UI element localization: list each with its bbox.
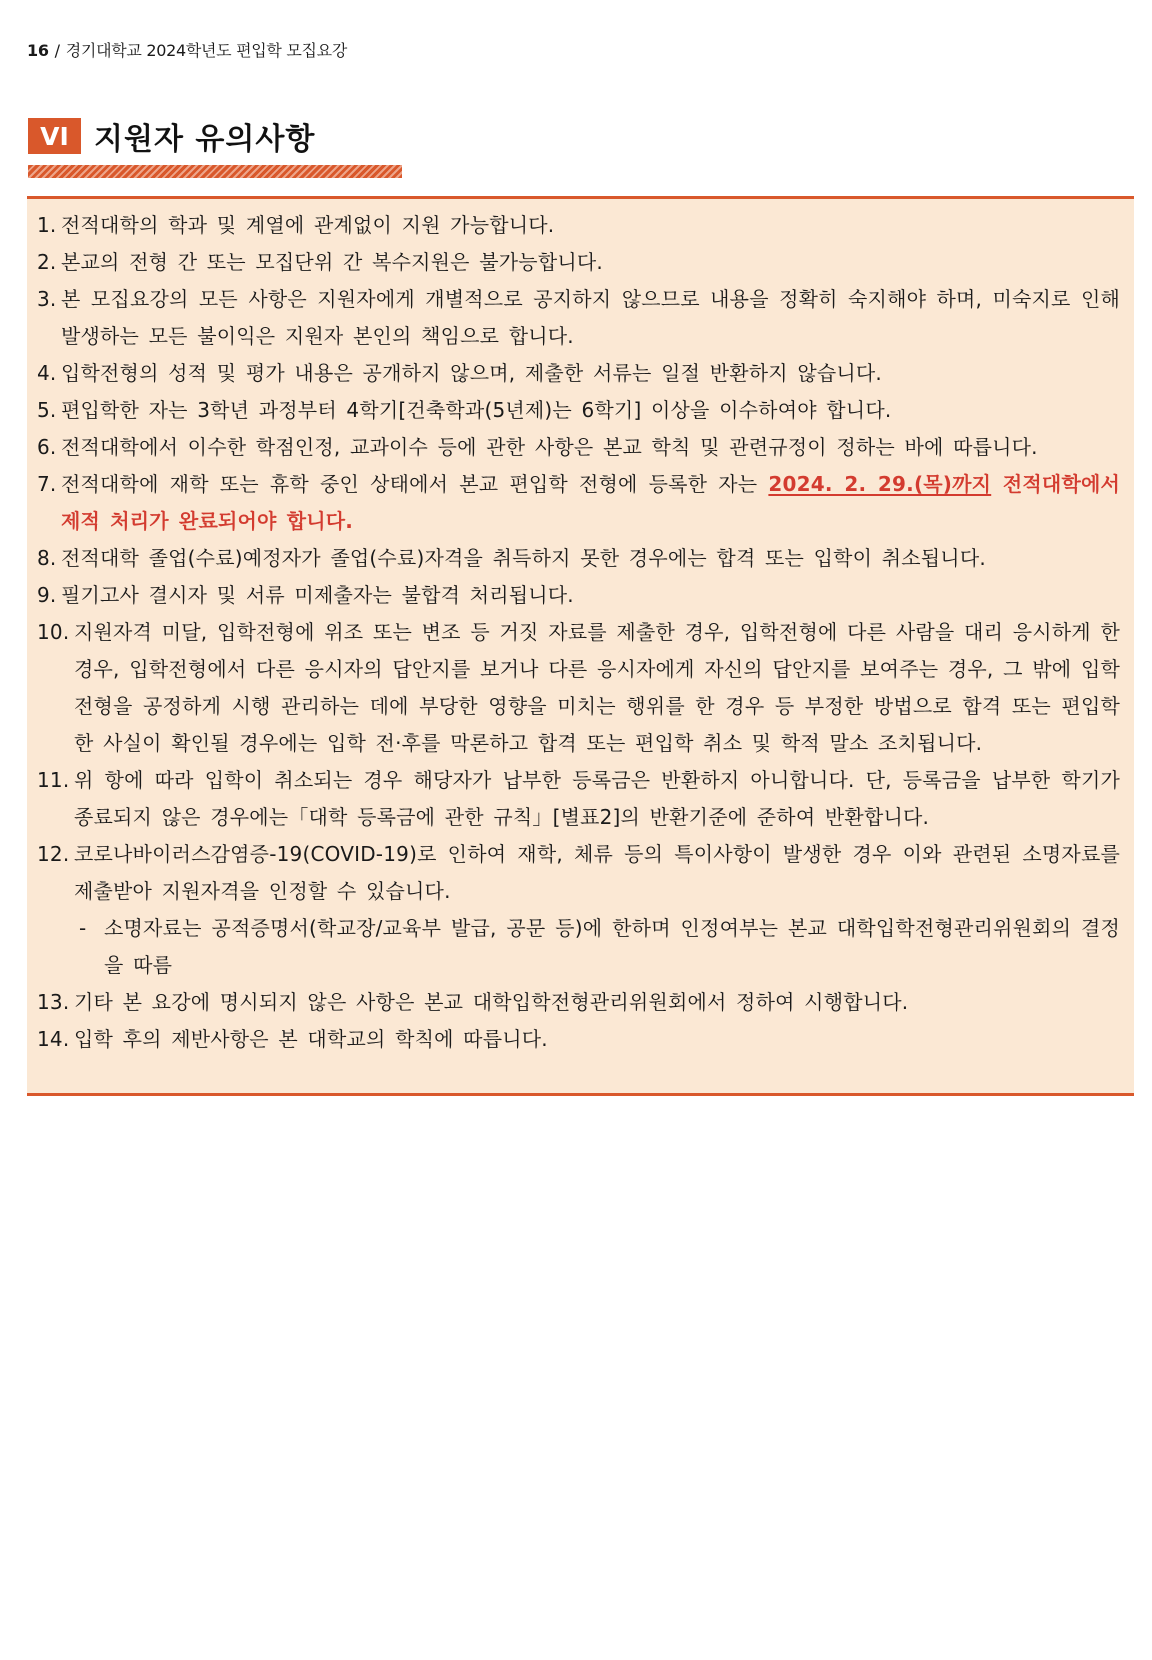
item-text: 지원자격 미달, 입학전형에 위조 또는 변조 등 거짓 자료를 제출한 경우, 입학전형에 다른 사람을 대리 응시하게 한 경우, 입학전형에서 다른 응시자의 답안지를 보거나 다른 응시자에게 자신의 답안지를 보여주는 경우, 그 밖에 입학전형을 공정하게 시행 관리하는 데에 부당한 영향을 미치는 행위를 한 경우 등 부정한 방법으로 합격 또는 편입학한 사실이 확인될 경우에는 입학 전·후를 막론하고 합격 또는 편입학 취소 및 학적 말소 조치됩니다.	[74, 620, 1120, 755]
item-number: 14.	[37, 1027, 70, 1051]
item-number: 3.	[37, 287, 57, 311]
item-text: 전적대학에 재학 또는 휴학 중인 상태에서 본교 편입학 전형에 등록한 자는	[61, 472, 769, 496]
deadline-requirement: 전적대학에서 제적 처리가 완료되어야 합니다.	[61, 472, 1120, 533]
item-number: 6.	[37, 435, 57, 459]
document-title: 경기대학교 2024학년도 편입학 모집요강	[65, 41, 347, 60]
sub-note-dash: -	[79, 916, 87, 940]
notice-item-1	[37, 207, 1120, 244]
item-number: 7.	[37, 472, 57, 496]
notice-item-13	[37, 984, 1120, 1021]
item-number: 9.	[37, 583, 57, 607]
notice-item-4	[37, 355, 1120, 392]
item-text: 전적대학의 학과 및 계열에 관계없이 지원 가능합니다.	[61, 213, 555, 237]
item-text: 전적대학 졸업(수료)예정자가 졸업(수료)자격을 취득하지 못한 경우에는 합격 또는 입학이 취소됩니다.	[61, 546, 986, 570]
item-text: 본교의 전형 간 또는 모집단위 간 복수지원은 불가능합니다.	[61, 250, 603, 274]
item-number: 10.	[37, 620, 70, 644]
running-header	[27, 38, 347, 61]
item-number: 5.	[37, 398, 57, 422]
notice-item-10	[37, 614, 1120, 762]
notice-item-5	[37, 392, 1120, 429]
item-number: 13.	[37, 990, 70, 1014]
notice-item-7	[37, 466, 1120, 540]
item-text: 전적대학에서 이수한 학점인정, 교과이수 등에 관한 사항은 본교 학칙 및 관련규정이 정하는 바에 따릅니다.	[61, 435, 1038, 459]
notice-list	[37, 207, 1120, 1058]
section-heading: 지원자 유의사항	[94, 122, 316, 157]
notice-item-6	[37, 429, 1120, 466]
item-number: 8.	[37, 546, 57, 570]
notice-item-2	[37, 244, 1120, 281]
title-underline-stripe	[28, 165, 402, 178]
deadline-date: 2024. 2. 29.(목)까지	[768, 472, 992, 496]
notice-item-8	[37, 540, 1120, 577]
sub-note-text: 소명자료는 공적증명서(학교장/교육부 발급, 공문 등)에 한하며 인정여부는 본교 대학입학전형관리위원회의 결정을 따름	[104, 916, 1120, 977]
item-number: 11.	[37, 768, 70, 792]
item-text: 편입학한 자는 3학년 과정부터 4학기[건축학과(5년제)는 6학기] 이상을 이수하여야 합니다.	[61, 398, 892, 422]
item-number: 4.	[37, 361, 57, 385]
sub-note	[79, 910, 1120, 984]
item-text: 기타 본 요강에 명시되지 않은 사항은 본교 대학입학전형관리위원회에서 정하여 시행합니다.	[74, 990, 909, 1014]
page-number: 16	[27, 41, 49, 60]
item-number: 2.	[37, 250, 57, 274]
item-text: 코로나바이러스감염증-19(COVID-19)로 인하여 재학, 체류 등의 특이사항이 발생한 경우 이와 관련된 소명자료를 제출받아 지원자격을 인정할 수 있습니다.	[74, 842, 1120, 903]
notice-item-3	[37, 281, 1120, 355]
item-number: 12.	[37, 842, 70, 866]
notice-box	[27, 196, 1134, 1096]
item-text: 입학 후의 제반사항은 본 대학교의 학칙에 따릅니다.	[74, 1027, 548, 1051]
section-number-badge: VI	[28, 118, 81, 154]
notice-item-14	[37, 1021, 1120, 1058]
item-text: 위 항에 따라 입학이 취소되는 경우 해당자가 납부한 등록금은 반환하지 아니합니다. 단, 등록금을 납부한 학기가 종료되지 않은 경우에는「대학 등록금에 관한 규칙」[별표2]의 반환기준에 준하여 반환합니다.	[74, 768, 1120, 829]
item-text: 필기고사 결시자 및 서류 미제출자는 불합격 처리됩니다.	[61, 583, 574, 607]
notice-item-11	[37, 762, 1120, 836]
header-separator: /	[54, 41, 60, 60]
item-number: 1.	[37, 213, 57, 237]
section-title	[28, 116, 315, 156]
item-text: 입학전형의 성적 및 평가 내용은 공개하지 않으며, 제출한 서류는 일절 반환하지 않습니다.	[61, 361, 882, 385]
item-text: 본 모집요강의 모든 사항은 지원자에게 개별적으로 공지하지 않으므로 내용을 정확히 숙지해야 하며, 미숙지로 인해 발생하는 모든 불이익은 지원자 본인의 책임으로 합니다.	[61, 287, 1120, 348]
notice-item-12	[37, 836, 1120, 984]
notice-item-9	[37, 577, 1120, 614]
